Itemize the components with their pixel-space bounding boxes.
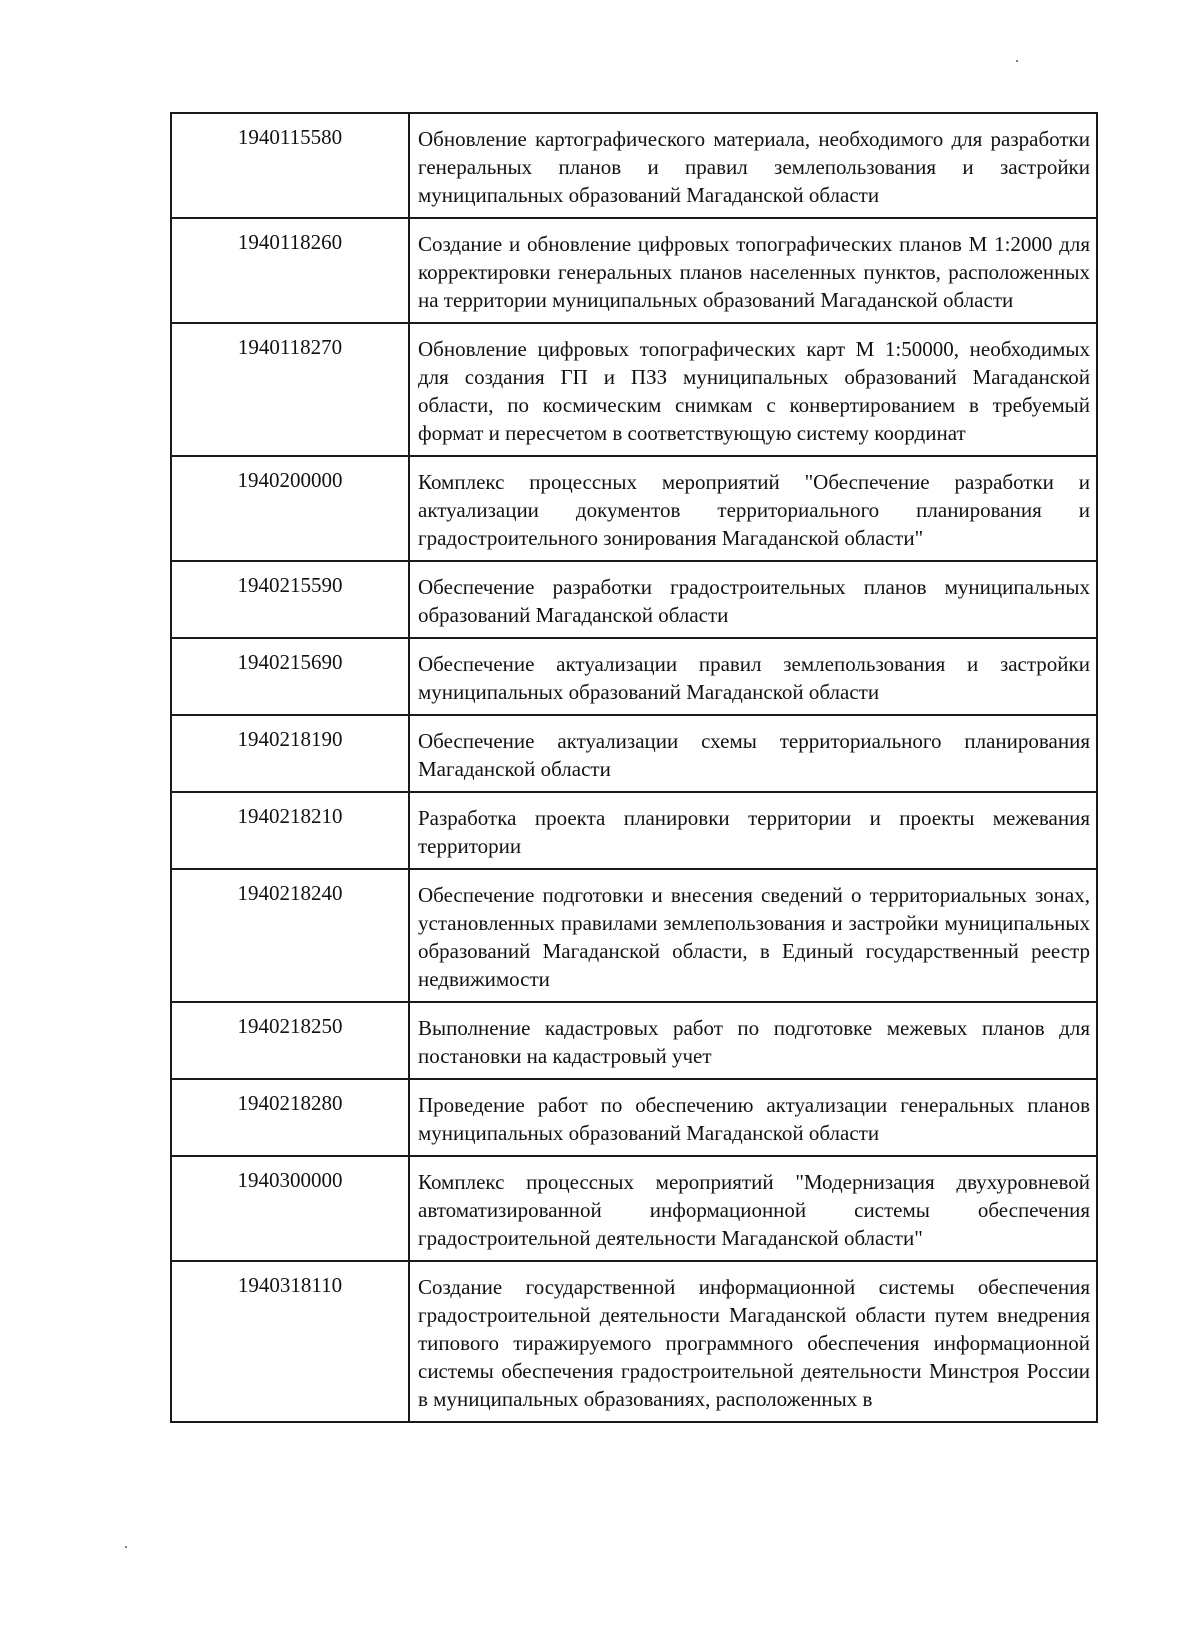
- row-description: Комплекс процессных мероприятий "Модернизация двухуровневой автоматизированной информационной системы обеспечения градостроительной деятельности Магаданской области": [409, 1156, 1097, 1261]
- table-row: [171, 715, 1097, 792]
- row-description: Обеспечение разработки градостроительных планов муниципальных образований Магаданской области: [409, 561, 1097, 638]
- table-row: [171, 792, 1097, 869]
- table-row: [171, 561, 1097, 638]
- scan-speck: [1016, 60, 1018, 62]
- row-code: 1940218240: [171, 869, 409, 1002]
- row-description: Выполнение кадастровых работ по подготовке межевых планов для постановки на кадастровый учет: [409, 1002, 1097, 1079]
- row-description: Комплекс процессных мероприятий "Обеспечение разработки и актуализации документов территориального планирования и градостроительного зонирования Магаданской области": [409, 456, 1097, 561]
- row-description: Обновление цифровых топографических карт М 1:50000, необходимых для создания ГП и ПЗЗ муниципальных образований Магаданской области, по космическим снимкам с конвертированием в требуемый формат и пересчетом в соответствующую систему координат: [409, 323, 1097, 456]
- row-code: 1940300000: [171, 1156, 409, 1261]
- budget-codes-table: [170, 112, 1098, 1423]
- table-row: [171, 1261, 1097, 1422]
- row-code: 1940118270: [171, 323, 409, 456]
- row-description: Создание государственной информационной системы обеспечения градостроительной деятельности Магаданской области путем внедрения типового тиражируемого программного обеспечения информационной системы обеспечения градостроительной деятельности Минстроя России в муниципальных образованиях, расположенных в: [409, 1261, 1097, 1422]
- table-row: [171, 1079, 1097, 1156]
- row-description: Обеспечение актуализации правил землепользования и застройки муниципальных образований Магаданской области: [409, 638, 1097, 715]
- row-code: 1940318110: [171, 1261, 409, 1422]
- table-row: [171, 218, 1097, 323]
- row-code: 1940215690: [171, 638, 409, 715]
- row-description: Обновление картографического материала, необходимого для разработки генеральных планов и правил землепользования и застройки муниципальных образований Магаданской области: [409, 113, 1097, 218]
- row-code: 1940218280: [171, 1079, 409, 1156]
- row-code: 1940215590: [171, 561, 409, 638]
- table-body: [171, 113, 1097, 1422]
- row-description: Обеспечение актуализации схемы территориального планирования Магаданской области: [409, 715, 1097, 792]
- row-code: 1940218190: [171, 715, 409, 792]
- row-code: 1940118260: [171, 218, 409, 323]
- row-code: 1940200000: [171, 456, 409, 561]
- table-row: [171, 456, 1097, 561]
- table-row: [171, 869, 1097, 1002]
- table-row: [171, 1002, 1097, 1079]
- row-description: Разработка проекта планировки территории и проекты межевания территории: [409, 792, 1097, 869]
- row-description: Проведение работ по обеспечению актуализации генеральных планов муниципальных образований Магаданской области: [409, 1079, 1097, 1156]
- scan-speck: [125, 1546, 127, 1548]
- table-row: [171, 1156, 1097, 1261]
- table-row: [171, 323, 1097, 456]
- row-description: Обеспечение подготовки и внесения сведений о территориальных зонах, установленных правилами землепользования и застройки муниципальных образований Магаданской области, в Единый государственный реестр недвижимости: [409, 869, 1097, 1002]
- row-description: Создание и обновление цифровых топографических планов М 1:2000 для корректировки генеральных планов населенных пунктов, расположенных на территории муниципальных образований Магаданской области: [409, 218, 1097, 323]
- row-code: 1940115580: [171, 113, 409, 218]
- table-row: [171, 638, 1097, 715]
- row-code: 1940218210: [171, 792, 409, 869]
- row-code: 1940218250: [171, 1002, 409, 1079]
- table-row: [171, 113, 1097, 218]
